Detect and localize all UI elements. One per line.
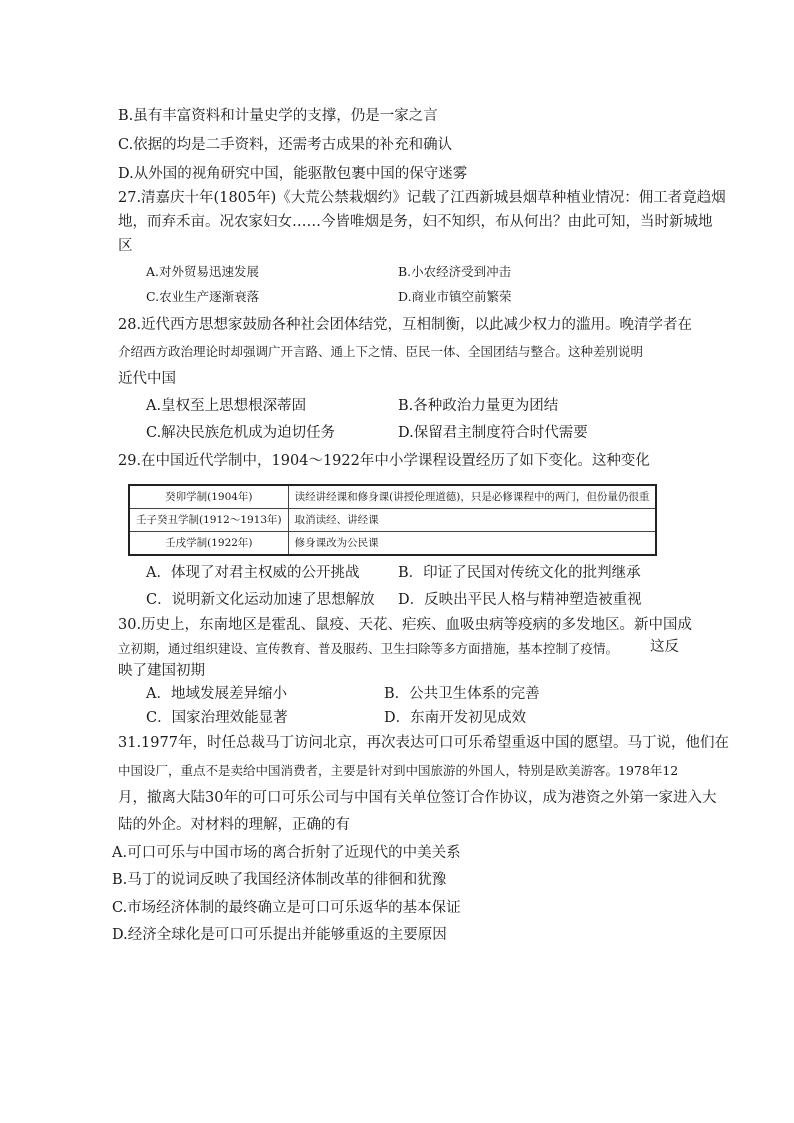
q28-option-c: C.解决民族危机成为迫切任务 [146, 425, 336, 441]
q31-stem-line-4: 陆的外企。对材料的理解，正确的有 [118, 817, 350, 833]
q29-stem: 29.在中国近代学制中，1904～1922年中小学课程设置经历了如下变化。这种变化 [118, 453, 650, 469]
q30-stem-line-2-tail: 这反 [650, 639, 679, 655]
table-row [129, 485, 656, 509]
q29-option-b: B．印证了民国对传统文化的批判继承 [398, 565, 641, 581]
table-row [129, 509, 656, 532]
q29-option-a: A．体现了对君主权威的公开挑战 [146, 565, 360, 581]
q30-stem-line-3: 映了建国初期 [118, 663, 205, 679]
school-system-cell: 壬戌学制(1922年) [129, 532, 288, 556]
q27-option-a: A.对外贸易迅速发展 [146, 264, 260, 279]
q28-stem-line-3: 近代中国 [118, 371, 176, 387]
course-change-cell: 取消读经、讲经课 [288, 509, 656, 532]
q30-stem-line-2: 立初期，通过组织建设、宣传教育、普及服药、卫生扫除等多方面措施，基本控制了疫情。 [118, 641, 619, 656]
course-change-cell: 修身课改为公民课 [288, 532, 656, 556]
q26-option-b: B.虽有丰富资料和计量史学的支撑，仍是一家之言 [118, 108, 438, 124]
q28-stem-line-1: 28.近代西方思想家鼓励各种社会团体结党，互相制衡，以此减少权力的滥用。晚清学者在 [118, 317, 693, 333]
school-system-cell: 壬子癸丑学制(1912～1913年) [129, 509, 288, 532]
q28-option-a: A.皇权至上思想根深蒂固 [146, 398, 307, 414]
q31-option-b: B.马丁的说词反映了我国经济体制改革的徘徊和犹豫 [112, 872, 447, 888]
course-change-cell: 读经讲经课和修身课(讲授伦理道德)，只是必修课程中的两门，但份量仍很重 [288, 485, 656, 509]
q27-option-d: D.商业市镇空前繁荣 [398, 289, 512, 304]
curriculum-table [128, 484, 657, 556]
q29-option-d: D．反映出平民人格与精神塑造被重视 [398, 592, 642, 608]
q31-stem-line-3: 月，撤离大陆30年的可口可乐公司与中国有关单位签订合作协议，成为港资之外第一家进入大 [118, 790, 717, 806]
table-row [129, 532, 656, 556]
q27-stem-line-2: 地，而弃禾亩。况农家妇女……今皆唯烟是务，妇不知织，布从何出？由此可知，当时新城地 [118, 214, 713, 230]
q30-option-b: B．公共卫生体系的完善 [384, 686, 540, 702]
q30-option-d: D．东南开发初见成效 [384, 710, 527, 726]
q31-stem-line-2: 中国设厂，重点不是卖给中国消费者，主要是针对到中国旅游的外国人，特别是欧美游客。1978年12 [118, 763, 679, 778]
q27-stem-line-1: 27.清嘉庆十年(1805年)《大荒公禁栽烟约》记载了江西新城县烟草种植业情况：佣工者竟趋烟 [118, 190, 726, 206]
q27-option-c: C.农业生产逐渐衰落 [146, 289, 260, 304]
q31-option-d: D.经济全球化是可口可乐提出并能够重返的主要原因 [112, 927, 447, 943]
q30-stem-line-1: 30.历史上，东南地区是霍乱、鼠疫、天花、疟疾、血吸虫病等疫病的多发地区。新中国成 [118, 617, 693, 633]
q27-stem-line-3: 区 [118, 238, 133, 254]
q26-option-d: D.从外国的视角研究中国，能驱散包裹中国的保守迷雾 [118, 166, 468, 182]
school-system-cell: 癸卯学制(1904年) [129, 485, 288, 509]
q26-option-c: C.依据的均是二手资料，还需考古成果的补充和确认 [118, 137, 453, 153]
q27-option-b: B.小农经济受到冲击 [398, 264, 512, 279]
q29-option-c: C．说明新文化运动加速了思想解放 [146, 592, 375, 608]
q31-option-a: A.可口可乐与中国市场的离合折射了近现代的中美关系 [112, 845, 461, 861]
q31-stem-line-1: 31.1977年，时任总裁马丁访问北京，再次表达可口可乐希望重返中国的愿望。马丁说，他们在 [118, 735, 729, 751]
q30-option-a: A．地域发展差异缩小 [146, 686, 287, 702]
q28-option-d: D.保留君主制度符合时代需要 [398, 425, 588, 441]
q30-option-c: C．国家治理效能显著 [146, 710, 288, 726]
q28-option-b: B.各种政治力量更为团结 [398, 398, 559, 414]
q28-stem-line-2: 介绍西方政治理论时却强调广开言路、通上下之情、臣民一体、全国团结与整合。这种差别说明 [118, 344, 644, 359]
q31-option-c: C.市场经济体制的最终确立是可口可乐返华的基本保证 [112, 900, 461, 916]
